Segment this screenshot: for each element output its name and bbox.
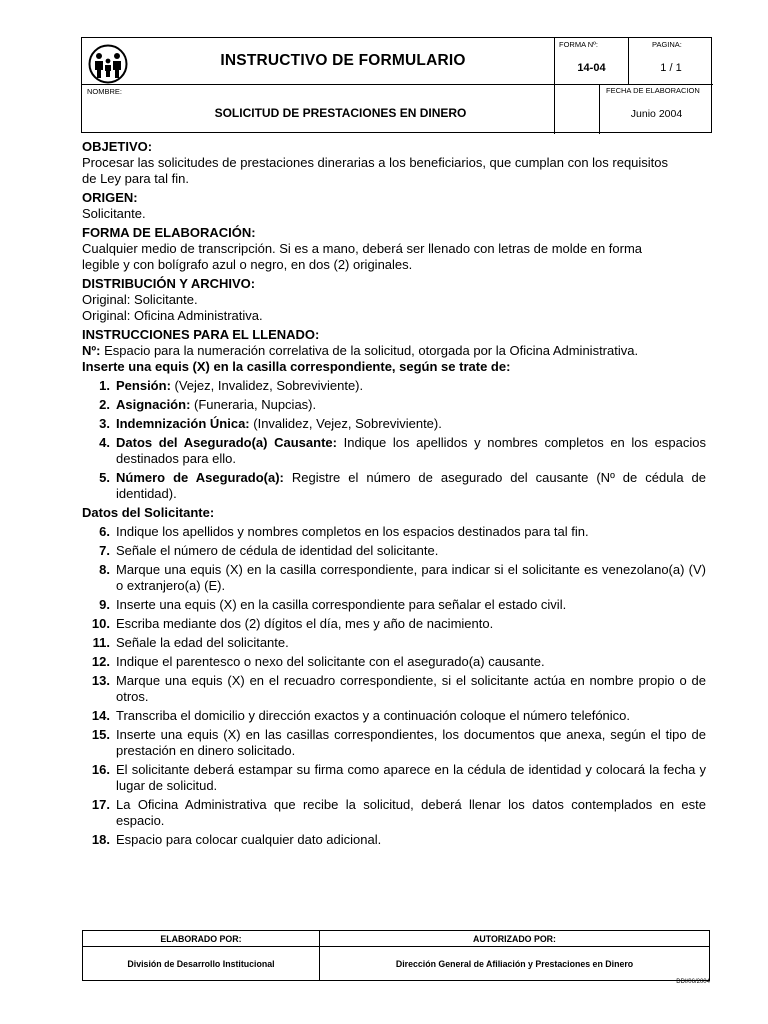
section-title: OBJETIVO: bbox=[82, 139, 153, 154]
section-title: DISTRIBUCIÓN Y ARCHIVO: bbox=[82, 276, 256, 291]
list-item bbox=[82, 435, 706, 467]
section-title: FORMA DE ELABORACIÓN: bbox=[82, 225, 256, 240]
item-number: 2. bbox=[99, 397, 110, 412]
item-text: Transcriba el domicilio y dirección exactos y a continuación coloque el número telefónico. bbox=[116, 708, 631, 723]
form-header bbox=[81, 37, 712, 133]
item-number: 5. bbox=[99, 470, 110, 485]
form-name: SOLICITUD DE PRESTACIONES EN DINERO bbox=[214, 106, 467, 120]
item-number: 1. bbox=[99, 378, 110, 393]
item-number: 18. bbox=[91, 832, 110, 847]
item-label: Asignación: bbox=[116, 397, 191, 412]
item-number: 17. bbox=[91, 797, 110, 812]
item-number: 7. bbox=[99, 543, 110, 558]
list-item bbox=[82, 654, 706, 670]
item-text: El solicitante deberá estampar su firma como aparece en la cédula de identidad y colocará la fecha y lugar de solicitud. bbox=[116, 762, 706, 793]
item-number: 9. bbox=[99, 597, 110, 612]
item-number: 10. bbox=[91, 616, 110, 631]
item-label: Pensión: bbox=[116, 378, 171, 393]
item-text: Inserte una equis (X) en las casillas correspondientes, los documentos que anexa, según el tipo de prestación en dinero solicitado. bbox=[116, 727, 706, 758]
item-number: 14. bbox=[91, 708, 110, 723]
item-text bbox=[116, 470, 706, 502]
item-description: Registre el número de asegurado del causante (Nº de cédula de identidad). bbox=[116, 470, 706, 501]
autorizado-value: Dirección General de Afiliación y Prestaciones en Dinero bbox=[320, 947, 710, 981]
item-text bbox=[116, 397, 706, 413]
numero-text: Espacio para la numeración correlativa de la solicitud, otorgada por la Oficina Administrativa. bbox=[100, 343, 639, 358]
item-text bbox=[116, 378, 706, 394]
item-text: La Oficina Administrativa que recibe la solicitud, deberá llenar los datos contemplados en este espacio. bbox=[116, 797, 706, 828]
origen-text: Solicitante. bbox=[82, 206, 146, 221]
list-item bbox=[82, 797, 706, 829]
autorizado-label: AUTORIZADO POR: bbox=[320, 931, 710, 947]
document-code: DDI/06/2004 bbox=[676, 979, 710, 985]
numero-instruction bbox=[82, 343, 706, 359]
forma-label: FORMA Nº: bbox=[559, 40, 598, 49]
family-logo-icon bbox=[88, 44, 128, 84]
fecha-label: FECHA DE ELABORACION bbox=[606, 86, 700, 95]
pagina-label: PAGINA: bbox=[652, 40, 682, 49]
item-text: Marque una equis (X) en la casilla correspondiente, para indicar si el solicitante es venezolano(a) (V) o extranjero(a) (E). bbox=[116, 562, 706, 593]
item-text: Señale el número de cédula de identidad del solicitante. bbox=[116, 543, 439, 558]
pagina-value: 1 / 1 bbox=[660, 62, 682, 74]
numero-label: Nº: bbox=[82, 343, 101, 358]
list-item bbox=[82, 470, 706, 502]
forma-value: 14-04 bbox=[577, 62, 606, 74]
list-item bbox=[82, 673, 706, 705]
item-number: 3. bbox=[99, 416, 110, 431]
solicitante-list bbox=[82, 524, 706, 848]
footer-table bbox=[82, 930, 710, 981]
header-divider bbox=[628, 38, 629, 84]
item-number: 15. bbox=[91, 727, 110, 742]
item-description: (Invalidez, Vejez, Sobreviviente). bbox=[249, 416, 442, 431]
instructions-body bbox=[82, 139, 706, 848]
nombre-label: NOMBRE: bbox=[87, 87, 123, 96]
forma-text: legible y con bolígrafo azul o negro, en dos (2) originales. bbox=[82, 257, 413, 272]
item-number: 13. bbox=[91, 673, 110, 688]
section-title: INSTRUCCIONES PARA EL LLENADO: bbox=[82, 327, 320, 342]
item-number: 11. bbox=[92, 635, 110, 650]
list-item bbox=[82, 762, 706, 794]
distribucion-text: Original: Oficina Administrativa. bbox=[82, 308, 263, 323]
solicitante-heading: Datos del Solicitante: bbox=[82, 505, 215, 520]
list-item bbox=[82, 416, 706, 432]
list-item bbox=[82, 635, 706, 651]
list-item bbox=[82, 832, 706, 848]
list-item bbox=[82, 378, 706, 394]
list-item bbox=[82, 524, 706, 540]
item-number: 12. bbox=[91, 654, 110, 669]
objetivo-text: Procesar las solicitudes de prestaciones dinerarias a los beneficiarios, que cumplan con los requisitos bbox=[82, 155, 669, 170]
forma-text: Cualquier medio de transcripción. Si es a mano, deberá ser llenado con letras de molde en forma bbox=[82, 241, 643, 256]
list-item bbox=[82, 562, 706, 594]
item-label: Indemnización Única: bbox=[116, 416, 250, 431]
item-text: Marque una equis (X) en el recuadro correspondiente, si el solicitante actúa en nombre propio o de otros. bbox=[116, 673, 706, 704]
item-text: Escriba mediante dos (2) dígitos el día, mes y año de nacimiento. bbox=[116, 616, 494, 631]
item-number: 8. bbox=[99, 562, 110, 577]
item-text: Indique los apellidos y nombres completos en los espacios destinados para tal fin. bbox=[116, 524, 589, 539]
item-text: Indique el parentesco o nexo del solicitante con el asegurado(a) causante. bbox=[116, 654, 545, 669]
list-item bbox=[82, 597, 706, 613]
item-description: Indique los apellidos y nombres completos en los espacios destinados para ello. bbox=[116, 435, 706, 466]
distribucion-text: Original: Solicitante. bbox=[82, 292, 198, 307]
fecha-value: Junio 2004 bbox=[630, 108, 683, 120]
list-item bbox=[82, 397, 706, 413]
item-label: Número de Asegurado(a): bbox=[116, 470, 284, 485]
objetivo-text: de Ley para tal fin. bbox=[82, 171, 189, 186]
list-item bbox=[82, 543, 706, 559]
form-title: INSTRUCTIVO DE FORMULARIO bbox=[220, 52, 466, 69]
list-item bbox=[82, 708, 706, 724]
item-text: Inserte una equis (X) en la casilla correspondiente para señalar el estado civil. bbox=[116, 597, 567, 612]
item-description: (Funeraria, Nupcias). bbox=[190, 397, 317, 412]
elaborado-value: División de Desarrollo Institucional bbox=[83, 947, 320, 981]
item-text bbox=[116, 435, 706, 467]
item-text: Espacio para colocar cualquier dato adicional. bbox=[116, 832, 382, 847]
section-title: ORIGEN: bbox=[82, 190, 138, 205]
list-item bbox=[82, 616, 706, 632]
item-description: (Vejez, Invalidez, Sobreviviente). bbox=[170, 378, 364, 393]
inserte-heading: Inserte una equis (X) en la casilla correspondiente, según se trate de: bbox=[82, 359, 511, 374]
item-text bbox=[116, 416, 706, 432]
elaborado-label: ELABORADO POR: bbox=[83, 931, 320, 947]
header-row-divider bbox=[82, 84, 713, 85]
list-item bbox=[82, 727, 706, 759]
item-text: Señale la edad del solicitante. bbox=[116, 635, 289, 650]
item-number: 4. bbox=[99, 435, 110, 450]
item-number: 6. bbox=[99, 524, 110, 539]
item-number: 16. bbox=[91, 762, 110, 777]
benefit-type-list bbox=[82, 378, 706, 502]
item-label: Datos del Asegurado(a) Causante: bbox=[116, 435, 337, 450]
